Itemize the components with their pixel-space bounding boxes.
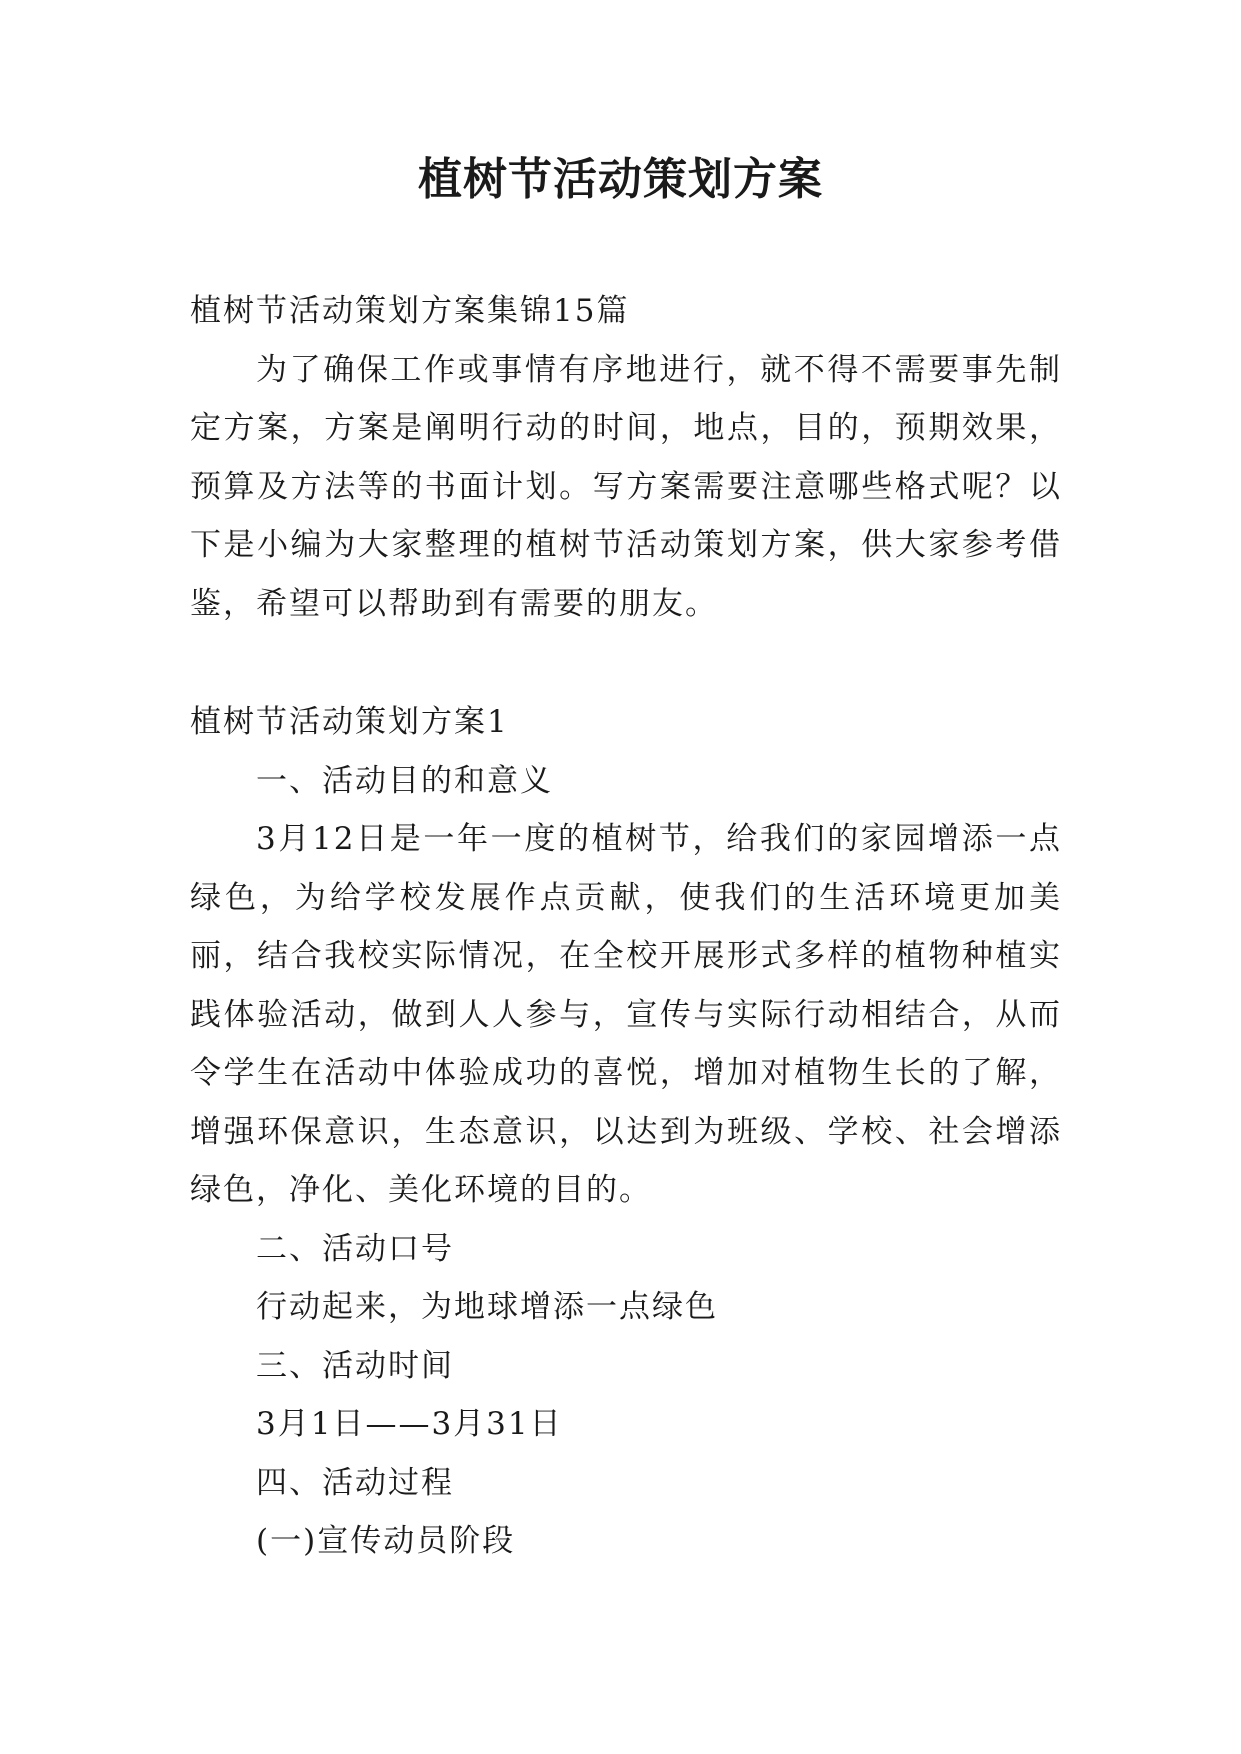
purpose-paragraph: 3月12日是一年一度的植树节，给我们的家园增添一点绿色，为给学校发展作点贡献，使我们的生活环境更加美丽，结合我校实际情况，在全校开展形式多样的植物种植实践体验活动，做到人人参与，宣传与实际行动相结合，从而令学生在活动中体验成功的喜悦，增加对植物生长的了解，增强环保意识，生态意识，以达到为班级、学校、社会增添绿色，净化、美化环境的目的。 bbox=[190, 821, 1062, 1208]
slogan-text: 行动起来，为地球增添一点绿色 bbox=[256, 1289, 718, 1325]
subsection-heading: 二、活动口号 bbox=[256, 1230, 454, 1267]
time-text: 3月1日——3月31日 bbox=[256, 1406, 563, 1442]
document-body bbox=[190, 282, 1062, 1571]
intro-paragraph: 为了确保工作或事情有序地进行，就不得不需要事先制定方案，方案是阐明行动的时间，地点，目的，预期效果，预算及方法等的书面计划。写方案需要注意哪些格式呢？以下是小编为大家整理的植树节活动策划方案，供大家参考借鉴，希望可以帮助到有需要的朋友。 bbox=[190, 351, 1062, 622]
document-title: 植树节活动策划方案 bbox=[418, 154, 823, 205]
subsection-heading: 四、活动过程 bbox=[256, 1464, 454, 1501]
phase-heading: (一)宣传动员阶段 bbox=[256, 1523, 516, 1559]
section-heading: 植树节活动策划方案1 bbox=[190, 704, 509, 740]
subsection-heading: 一、活动目的和意义 bbox=[256, 762, 553, 799]
subsection-heading: 三、活动时间 bbox=[256, 1347, 454, 1384]
collection-heading: 植树节活动策划方案集锦15篇 bbox=[190, 293, 630, 329]
